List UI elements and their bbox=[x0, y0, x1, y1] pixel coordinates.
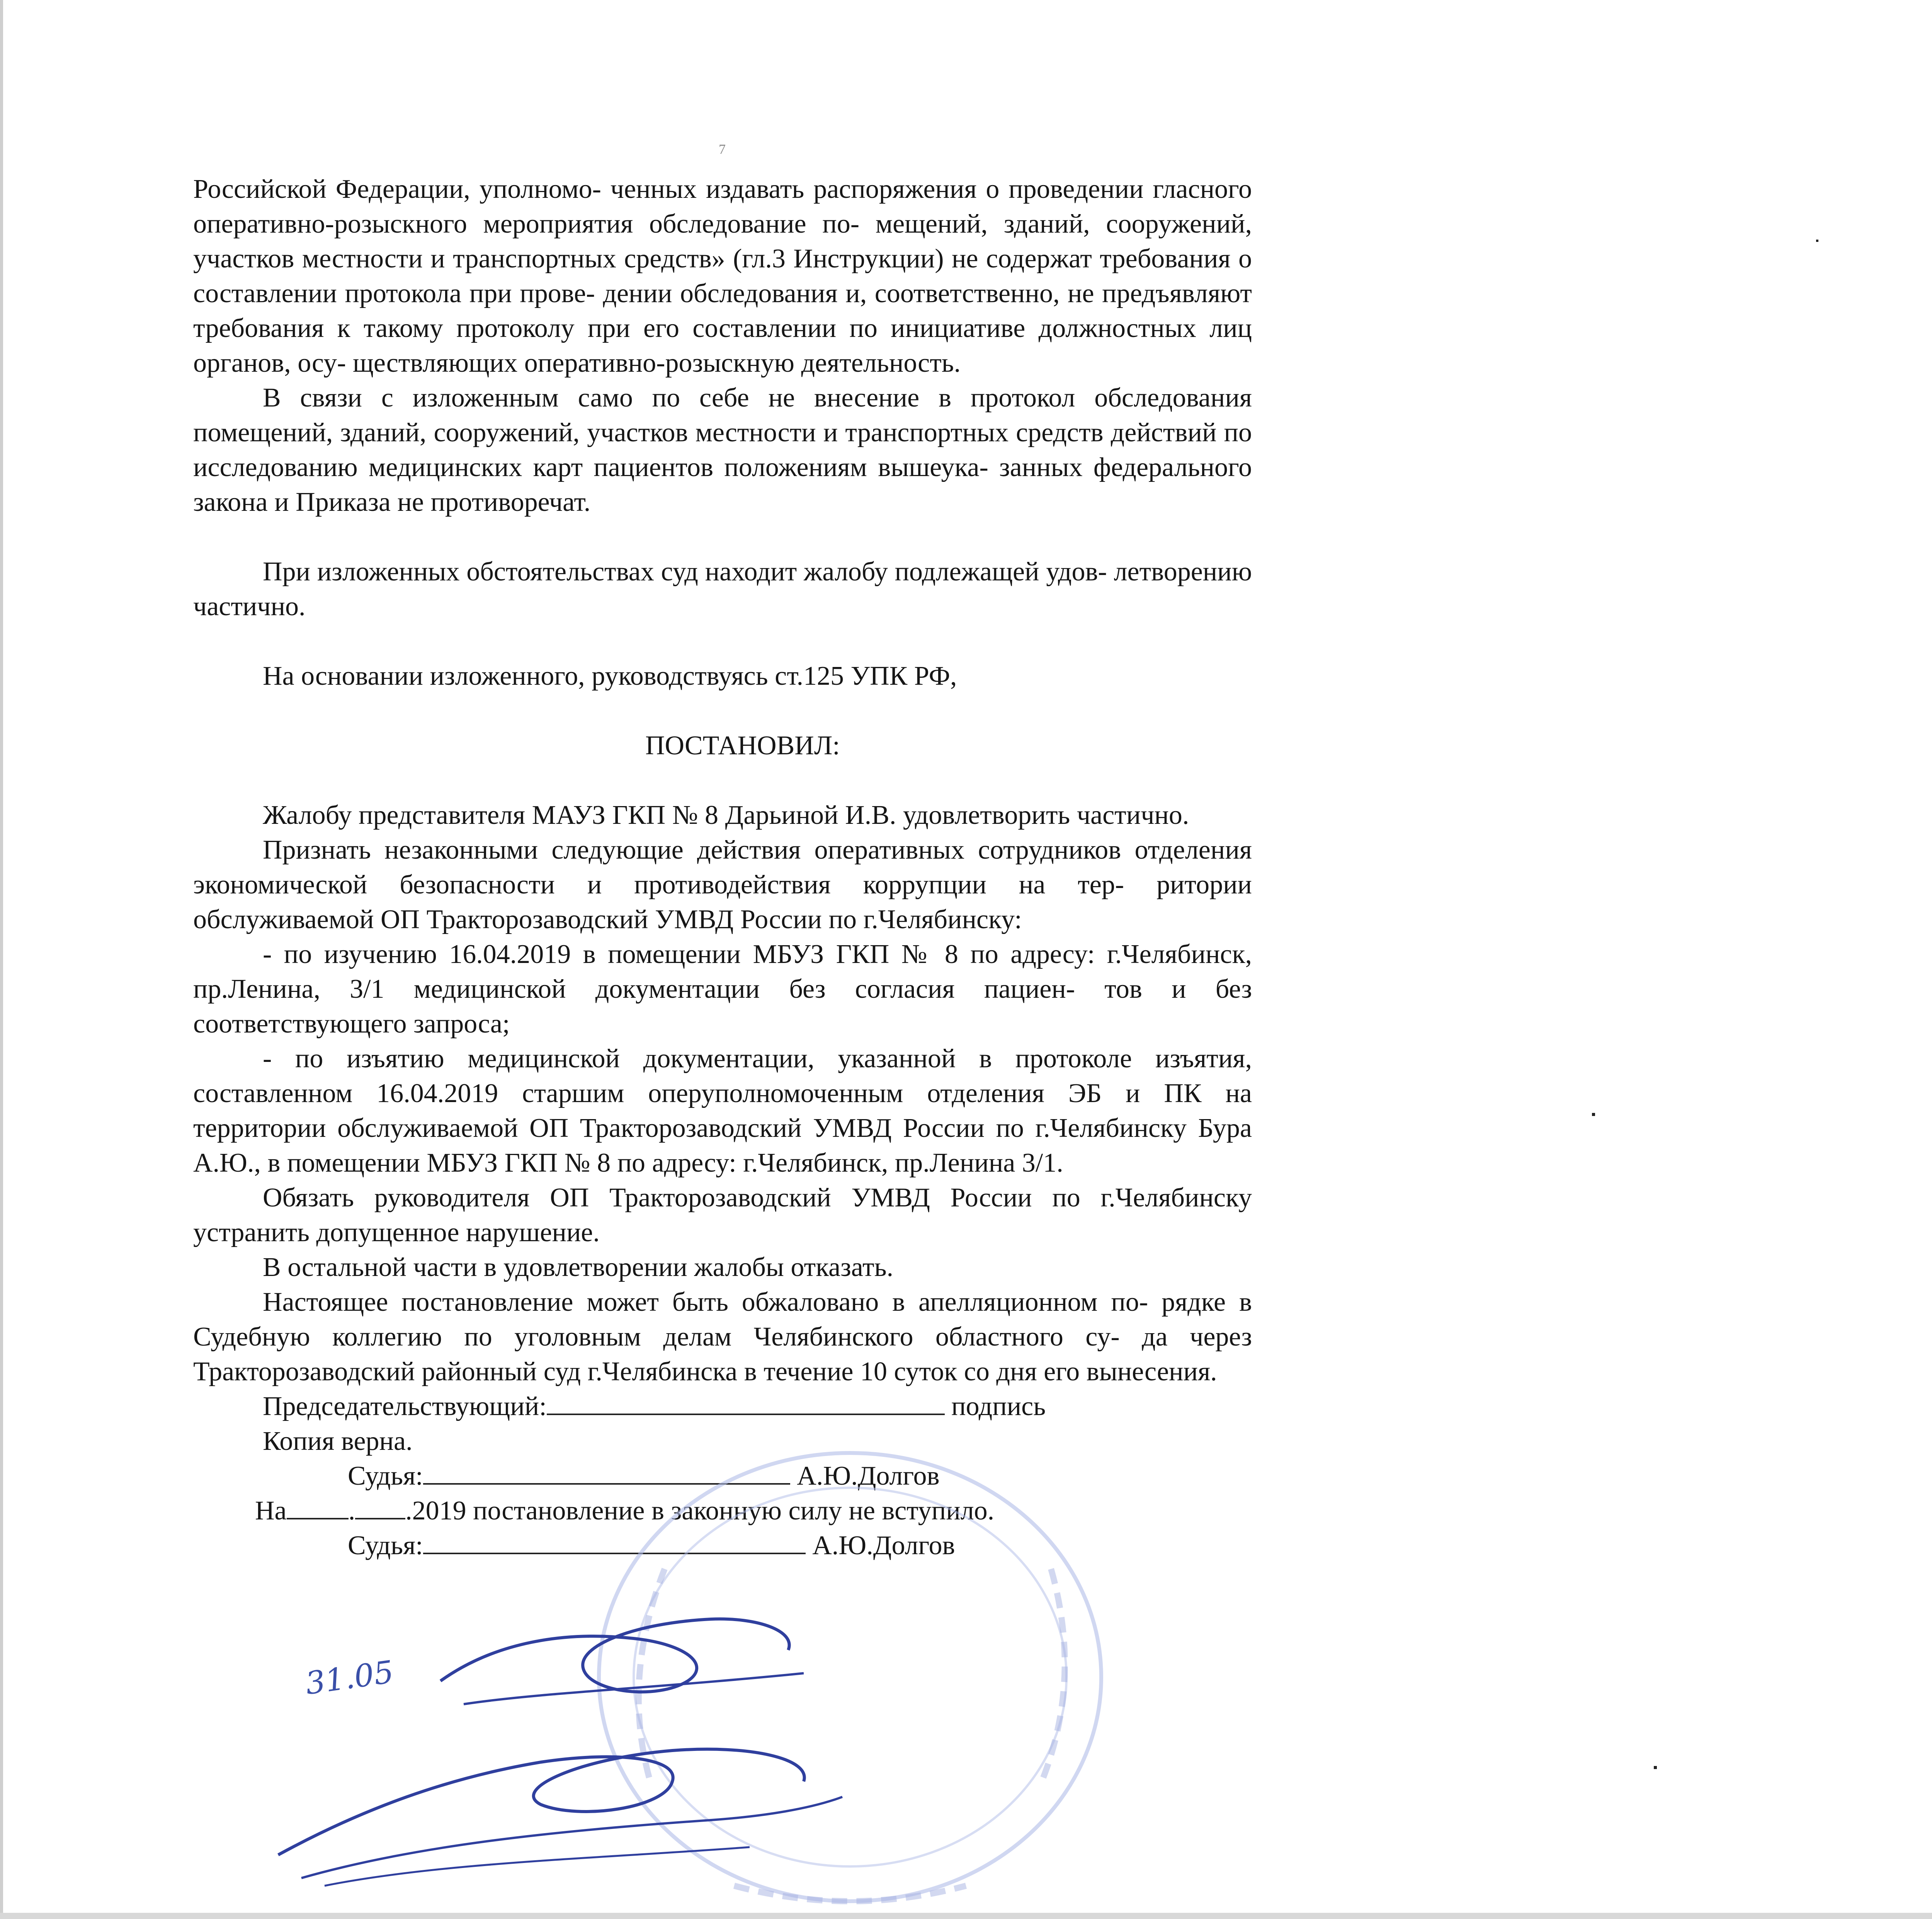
paragraph: В связи с изложенным само по себе не внесение в протокол обследования помещений, зданий, сооружений, участков местности и транспортных средств действий по исследованию медицинских карт пациентов положениям вышеука- занных федерального закона и Приказа не противоречат. bbox=[193, 383, 1252, 517]
date-blank bbox=[287, 1495, 349, 1519]
date-blank bbox=[355, 1495, 405, 1519]
judge-name: А.Ю.Долгов bbox=[797, 1461, 940, 1491]
handwritten-signature-icon bbox=[247, 1693, 866, 1893]
presiding-label: Председательствующий: bbox=[263, 1392, 547, 1421]
copy-note: Копия верна. bbox=[263, 1426, 413, 1456]
decision-item: Признать незаконными следующие действия оперативных сотрудников отделения экономической безопасности и противодействия коррупции на тер- ритории обслуживаемой ОП Тракторозаводский УМВД России по г.Челябинску: bbox=[193, 835, 1252, 934]
decision-item: Жалобу представителя МАУЗ ГКП № 8 Дарьиной И.В. удовлетворить частично. bbox=[263, 800, 1189, 830]
effect-suffix: .2019 постановление в законную силу не вступило. bbox=[405, 1496, 995, 1526]
page-number: 7 bbox=[719, 141, 726, 157]
paragraph: На основании изложенного, руководствуясь ст.125 УПК РФ, bbox=[263, 661, 957, 691]
decision-item: Обязать руководителя ОП Тракторозаводский УМВД России по г.Челябинску устранить допущенное нарушение. bbox=[193, 1183, 1252, 1247]
scan-edge bbox=[0, 0, 3, 1919]
legal-effect-line: На . .2019 постановление в законную силу не вступило. bbox=[193, 1494, 1252, 1528]
judge-label: Судья: bbox=[348, 1461, 423, 1491]
judge-label: Судья: bbox=[348, 1531, 423, 1560]
scan-edge bbox=[0, 1913, 1932, 1919]
paragraph: При изложенных обстоятельствах суд находит жалобу подлежащей удов- летворению частично. bbox=[193, 557, 1252, 621]
scan-speck bbox=[1592, 1113, 1595, 1116]
decision-item: - по изучению 16.04.2019 в помещении МБУЗ ГКП № 8 по адресу: г.Челябинск, пр.Ленина, 3/1 медицинской документации без согласия пациен- тов и без соответствующего запроса; bbox=[193, 939, 1252, 1039]
decision-item: В остальной части в удовлетворении жалобы отказать. bbox=[263, 1252, 894, 1282]
judge-name: А.Ю.Долгов bbox=[812, 1531, 955, 1560]
scan-speck bbox=[1816, 240, 1818, 242]
scan-speck bbox=[1654, 1766, 1657, 1769]
document-body bbox=[193, 172, 1252, 1563]
resolution-heading: ПОСТАНОВИЛ: bbox=[645, 731, 840, 760]
signature-blank bbox=[547, 1390, 945, 1415]
presiding-note: подпись bbox=[951, 1392, 1046, 1421]
decision-item: - по изъятию медицинской документации, указанной в протоколе изъятия, составленном 16.04.2019 старшим оперуполномоченным отделения ЭБ и ПК на территории обслуживаемой ОП Тракторозаводский УМВД России по г.Челябинску Бура А.Ю., в помещении МБУЗ ГКП № 8 по адресу: г.Челябинск, пр.Ленина 3/1. bbox=[193, 1044, 1252, 1178]
presiding-signature-line bbox=[193, 1389, 1252, 1424]
decision-item: Настоящее постановление может быть обжаловано в апелляционном по- рядке в Судебную коллегию по уголовным делам Челябинского областного су- да через Тракторозаводский районный суд г.Челябинска в течение 10 суток со дня его вынесения. bbox=[193, 1287, 1252, 1387]
effect-prefix: На bbox=[255, 1496, 287, 1526]
handwritten-date: 31.05 bbox=[303, 1654, 396, 1702]
paragraph: Российской Федерации, уполномо- ченных издавать распоряжения о проведении гласного оперативно-розыскного мероприятия обследование по- мещений, зданий, сооружений, участков местности и транспортных средств» (гл.3 Инструкции) не содержат требования о составлении протокола при прове- дении обследования и, соответственно, не предъявляют требования к такому протоколу при его составлении по инициативе должностных лиц органов, осу- ществляющих оперативно-розыскную деятельность. bbox=[193, 174, 1252, 378]
